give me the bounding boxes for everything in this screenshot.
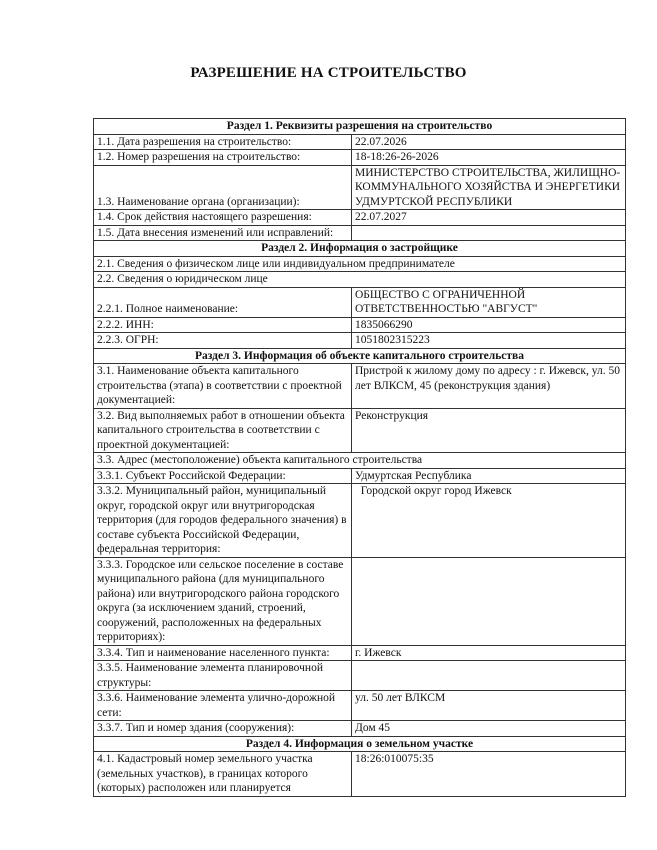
section-header-row (94, 119, 626, 135)
table-row (94, 453, 626, 469)
field-value: ОБЩЕСТВО С ОГРАНИЧЕННОЙ ОТВЕТСТВЕННОСТЬЮ "АВГУСТ" (352, 287, 626, 317)
field-value: Городской округ город Ижевск (352, 484, 626, 558)
table-row (94, 364, 626, 409)
field-label: 2.2.1. Полное наименование: (94, 287, 352, 317)
field-label: 1.5. Дата внесения изменений или исправлений: (94, 225, 352, 241)
section-header-row (94, 241, 626, 257)
field-value: 1835066290 (352, 317, 626, 333)
field-label: 1.4. Срок действия настоящего разрешения: (94, 210, 352, 226)
field-label: 3.3.7. Тип и номер здания (сооружения): (94, 721, 352, 737)
field-value: 22.07.2026 (352, 134, 626, 150)
field-value: 22.07.2027 (352, 210, 626, 226)
section2-header: Раздел 2. Информация о застройщике (94, 241, 626, 257)
section-header-row (94, 736, 626, 752)
field-label: 3.2. Вид выполняемых работ в отношении объекта капитального строительства в соответствии с проектной документацией: (94, 408, 352, 453)
table-row (94, 134, 626, 150)
field-value: 1051802315223 (352, 333, 626, 349)
field-value: Реконструкция (352, 408, 626, 453)
table-row (94, 468, 626, 484)
table-row (94, 165, 626, 210)
table-row (94, 150, 626, 166)
field-label: 1.3. Наименование органа (организации): (94, 165, 352, 210)
page-title: РАЗРЕШЕНИЕ НА СТРОИТЕЛЬСТВО (190, 65, 467, 81)
field-value (352, 225, 626, 241)
field-value (352, 557, 626, 645)
table-row (94, 691, 626, 721)
field-label: 1.2. Номер разрешения на строительство: (94, 150, 352, 166)
field-value: 18:26:010075:35 (352, 752, 626, 797)
field-label: 3.3.2. Муниципальный район, муниципальный округ, городской округ или внутригородская территория (для городов федерального значения) в составе субъекта Российской Федерации, федеральная территория: (94, 484, 352, 558)
field-label: 3.1. Наименование объекта капитального строительства (этапа) в соответствии с проектной документацией: (94, 364, 352, 409)
table-row (94, 256, 626, 272)
field-label: 1.1. Дата разрешения на строительство: (94, 134, 352, 150)
field-value: 18-18:26-26-2026 (352, 150, 626, 166)
field-label: 2.2.2. ИНН: (94, 317, 352, 333)
field-value: ул. 50 лет ВЛКСМ (352, 691, 626, 721)
field-value (352, 661, 626, 691)
field-label: 3.3.5. Наименование элемента планировочной структуры: (94, 661, 352, 691)
field-label: 3.3.6. Наименование элемента улично-дорожной сети: (94, 691, 352, 721)
field-value: Дом 45 (352, 721, 626, 737)
field-value: Пристрой к жилому дому по адресу : г. Ижевск, ул. 50 лет ВЛКСМ, 45 (реконструкция здания) (352, 364, 626, 409)
field-label: 2.2. Сведения о юридическом лице (94, 272, 626, 288)
section1-header: Раздел 1. Реквизиты разрешения на строительство (94, 119, 626, 135)
section3-header: Раздел 3. Информация об объекте капитального строительства (94, 348, 626, 364)
table-row (94, 484, 626, 558)
field-value: МИНИСТЕРСТВО СТРОИТЕЛЬСТВА, ЖИЛИЩНО-КОММУНАЛЬНОГО ХОЗЯЙСТВА И ЭНЕРГЕТИКИ УДМУРТСКОЙ РЕСПУБЛИКИ (352, 165, 626, 210)
field-label: 2.1. Сведения о физическом лице или индивидуальном предпринимателе (94, 256, 626, 272)
field-label: 3.3.1. Субъект Российской Федерации: (94, 468, 352, 484)
field-value: г. Ижевск (352, 645, 626, 661)
table-row (94, 557, 626, 645)
table-row (94, 210, 626, 226)
field-label: 2.2.3. ОГРН: (94, 333, 352, 349)
section-header-row (94, 348, 626, 364)
table-row (94, 287, 626, 317)
table-row (94, 225, 626, 241)
field-label: 4.1. Кадастровый номер земельного участка (земельных участков), в границах которого (которых) расположен или планируется (94, 752, 352, 797)
table-row (94, 408, 626, 453)
table-row (94, 333, 626, 349)
field-value: Удмуртская Республика (352, 468, 626, 484)
table-row (94, 645, 626, 661)
table-row (94, 317, 626, 333)
section4-header: Раздел 4. Информация о земельном участке (94, 736, 626, 752)
table-row (94, 661, 626, 691)
field-label: 3.3.4. Тип и наименование населенного пункта: (94, 645, 352, 661)
field-label: 3.3.3. Городское или сельское поселение в составе муниципального района (для муниципального района) или внутригородского района городского округа (за исключением зданий, строений, сооружений, расположенных на федеральных территориях): (94, 557, 352, 645)
field-label: 3.3. Адрес (местоположение) объекта капитального строительства (94, 453, 626, 469)
permit-table (93, 118, 626, 797)
table-row (94, 752, 626, 797)
table-row (94, 721, 626, 737)
table-row (94, 272, 626, 288)
